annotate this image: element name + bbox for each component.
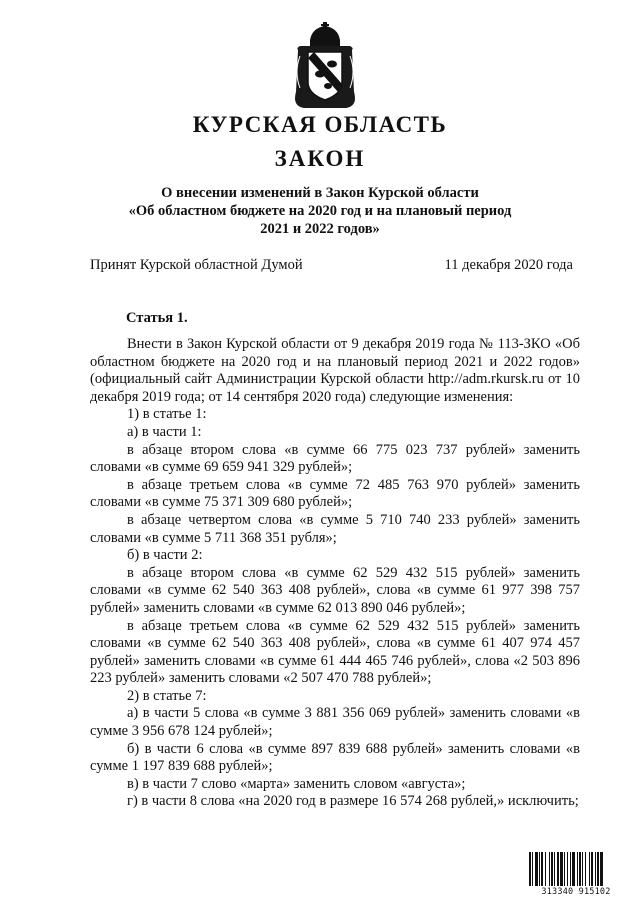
paragraph: в абзаце втором слова «в сумме 62 529 432 515 рублей» заменить словами «в сумме 62 540 363 408 рублей», слова «в сумме 61 977 398 757 рублей» заменить словами «в сумме 62 013 890 046 рублей»; [90, 564, 580, 616]
barcode-bar [589, 852, 590, 886]
paragraph: б) в части 6 слова «в сумме 897 839 688 рублей» заменить словами «в сумме 1 197 839 688 рублей»; [90, 740, 580, 775]
region-title: КУРСКАЯ ОБЛАСТЬ [192, 112, 448, 137]
article-title: Статья 1. [126, 310, 188, 326]
barcode-bar [595, 852, 596, 886]
paragraph: в абзаце втором слова «в сумме 66 775 023 737 рублей» заменить словами «в сумме 69 659 941 329 рублей»; [90, 441, 580, 476]
barcode-bar [570, 852, 571, 886]
barcode-bar [567, 852, 568, 886]
paragraph: Внести в Закон Курской области от 9 декабря 2019 года № 113-ЗКО «Об областном бюджете на 2020 год и на плановый период 2021 и 2022 годов» (официальный сайт Администрации Курской области http://adm.rkursk.ru от 10 декабря 2019 года; от 14 сентября 2020 года) следующие изменения: [90, 336, 580, 405]
subject-line: 2021 и 2022 годов» [260, 221, 380, 237]
barcode-bar [539, 852, 540, 886]
barcode-icon [528, 852, 624, 886]
law-subject [90, 184, 550, 238]
paragraph: б) в части 2: [127, 547, 203, 564]
barcode-bar [532, 852, 533, 886]
paragraph: в абзаце третьем слова «в сумме 62 529 432 515 рублей» заменить словами «в сумме 62 540 363 408 рублей», слова «в сумме 61 407 974 457 рублей» заменить словами «в сумме 61 444 465 746 рублей», слова «2 503 896 223 рублей» заменить словами «2 507 470 788 рублей»; [90, 617, 580, 687]
paragraph: г) в части 8 слова «на 2020 год в размере 16 574 268 рублей,» исключить; [127, 793, 579, 810]
kursk-coat-of-arms-icon [290, 22, 360, 110]
paragraph: 1) в статье 1: [127, 406, 207, 423]
subject-line: «Об областном бюджете на 2020 год и на плановый период [128, 203, 512, 219]
barcode-bar [597, 852, 599, 886]
subject-line: О внесении изменений в Закон Курской области [161, 185, 479, 201]
barcode-bar [541, 852, 543, 886]
paragraph: а) в части 1: [127, 423, 202, 440]
barcode-bar [585, 852, 586, 886]
barcode-bar [545, 852, 546, 886]
paragraph: в) в части 7 слово «марта» заменить словом «августа»; [127, 775, 466, 792]
barcode-bar [557, 852, 559, 886]
barcode-bar [551, 852, 553, 886]
barcode-bar [535, 852, 538, 886]
article-body [90, 336, 580, 811]
paragraph: а) в части 5 слова «в сумме 3 881 356 069 рублей» заменить словами «в сумме 3 956 678 124 рублей»; [90, 705, 580, 740]
barcode-bar [577, 852, 578, 886]
adoption-row [90, 257, 573, 274]
paragraph: в абзаце третьем слова «в сумме 72 485 763 970 рублей» заменить словами «в сумме 75 371 309 680 рублей»; [90, 476, 580, 511]
barcode-bar [582, 852, 583, 886]
adoption-date: 11 декабря 2020 года [444, 257, 573, 273]
barcode [528, 852, 624, 898]
barcode-bar [560, 852, 563, 886]
barcode-bar [554, 852, 555, 886]
barcode-bar [564, 852, 565, 886]
barcode-bar [591, 852, 593, 886]
barcode-digits: 313340 915102 [541, 887, 611, 897]
document-type-title: ЗАКОН [274, 146, 366, 171]
barcode-bar [579, 852, 581, 886]
adopted-by: Принят Курской областной Думой [90, 257, 303, 273]
barcode-bar [600, 852, 603, 886]
paragraph: 2) в статье 7: [127, 687, 207, 704]
barcode-bar [529, 852, 531, 886]
barcode-bar [549, 852, 550, 886]
barcode-bar [572, 852, 575, 886]
paragraph: в абзаце четвертом слова «в сумме 5 710 740 233 рублей» заменить словами «в сумме 5 711 368 351 рубля»; [90, 511, 580, 546]
